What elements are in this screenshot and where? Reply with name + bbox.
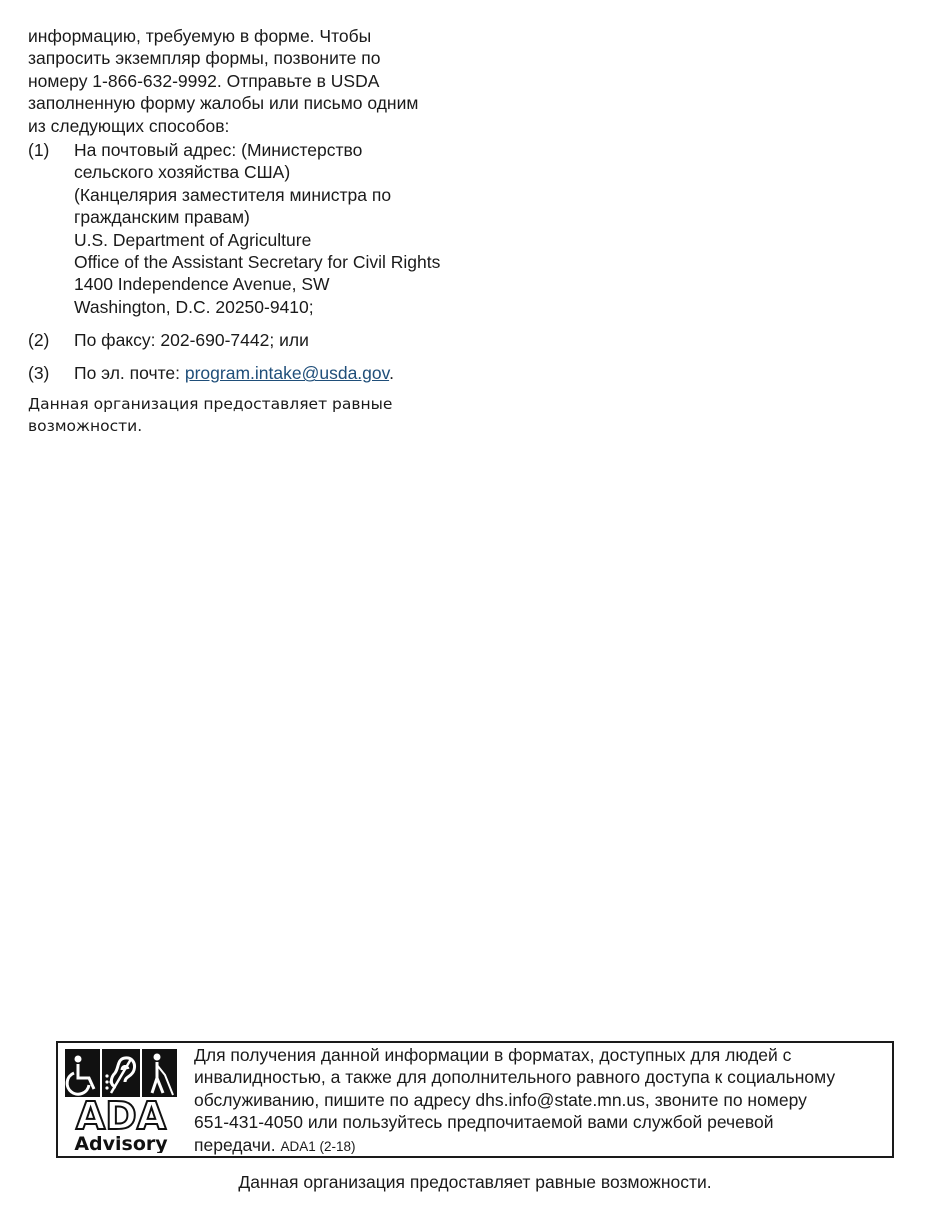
ada-notice-last-line: передачи. <box>194 1134 281 1155</box>
email-prefix: По эл. почте: <box>74 363 185 384</box>
equal-opportunity-line: Данная организация предоставляет равные <box>28 395 393 413</box>
mail-line: сельского хозяйства США) <box>74 162 291 183</box>
ada-advisory-logo <box>65 1049 177 1153</box>
mail-line: U.S. Department of Agriculture <box>74 229 312 250</box>
intro-line: номеру 1-866-632-9992. Отправьте в USDA <box>28 70 380 91</box>
mail-line: (Канцелярия заместителя министра по <box>74 184 392 205</box>
advisory-text: Advisory <box>74 1133 168 1153</box>
mail-line: Office of the Assistant Secretary for Civil Rights <box>74 252 441 273</box>
ada-notice-text <box>194 1044 884 1158</box>
ada-notice-line: Для получения данной информации в форматах, доступных для людей с <box>194 1045 792 1065</box>
intro-paragraph <box>28 25 468 137</box>
intro-line: из следующих способов: <box>28 115 230 136</box>
email-link[interactable]: program.intake@usda.gov <box>184 363 390 384</box>
ada-notice-line: 651-431-4050 или пользуйтесь предпочитаемой вами службой речевой <box>194 1112 774 1133</box>
mail-address <box>74 139 498 319</box>
intro-line: запросить экземпляр формы, позвоните по <box>28 48 381 69</box>
mail-line: На почтовый адрес: (Министерство <box>74 140 363 160</box>
equal-opportunity-line: возможности. <box>28 417 143 435</box>
ada-notice-line: обслуживанию, пишите по адресу dhs.info@state.mn.us, звоните по номеру <box>194 1089 807 1110</box>
fax-text: По факсу: 202-690-7442; или <box>74 330 309 350</box>
mail-line: 1400 Independence Avenue, SW <box>74 274 330 295</box>
equal-opportunity-statement <box>28 393 448 437</box>
submission-methods-list <box>28 139 498 385</box>
method-number: (2) <box>28 330 50 350</box>
ada-advisory-box <box>56 1041 894 1158</box>
method-number: (1) <box>28 140 50 160</box>
intro-line: заполненную форму жалобы или письмо одним <box>28 93 419 114</box>
method-email <box>28 362 498 384</box>
method-number: (3) <box>28 363 50 384</box>
footer-equal-opportunity: Данная организация предоставляет равные возможности. <box>238 1172 712 1192</box>
mail-line: гражданским правам) <box>74 207 250 228</box>
intro-line: информацию, требуемую в форме. Чтобы <box>28 26 372 46</box>
mail-line: Washington, D.C. 20250-9410; <box>74 296 314 317</box>
email-suffix: . <box>389 363 394 384</box>
ada-letters-text: ADA <box>75 1094 167 1138</box>
method-fax <box>28 329 498 351</box>
email-text <box>74 362 498 384</box>
ada-form-code: ADA1 (2-18) <box>280 1138 356 1154</box>
method-mail <box>28 139 498 319</box>
ada-notice-line <box>194 1134 884 1158</box>
ada-notice-line: инвалидностью, а также для дополнительного равного доступа к социальному <box>194 1067 836 1088</box>
